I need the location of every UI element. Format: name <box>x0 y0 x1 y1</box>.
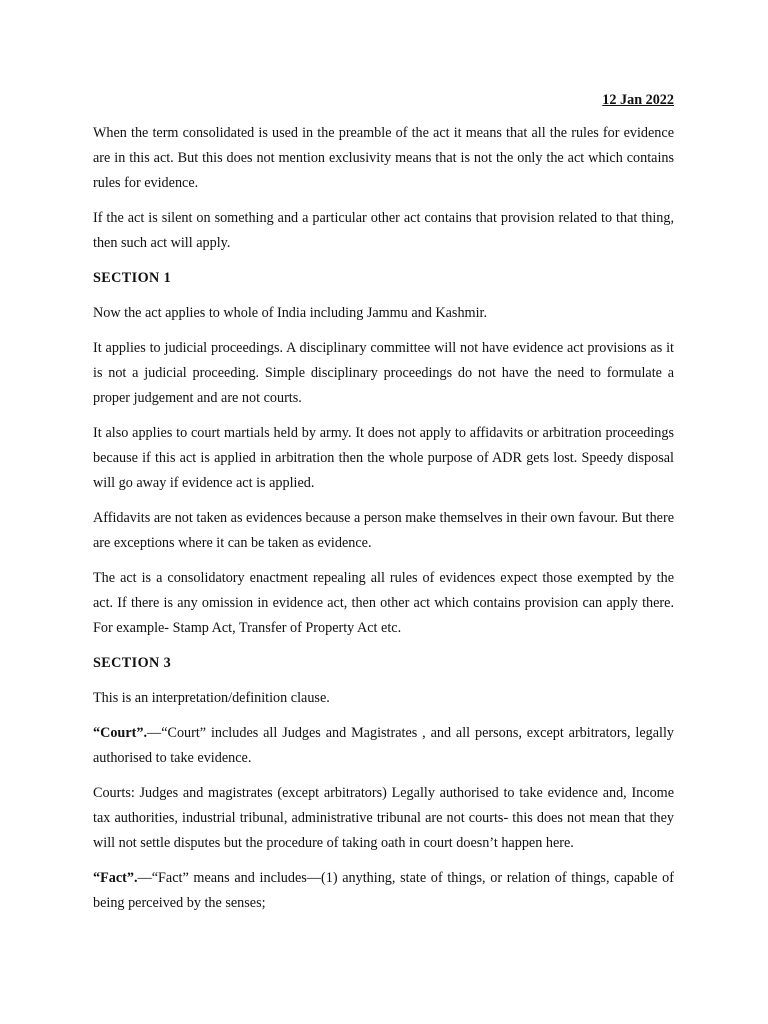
paragraph-interpretation-clause: This is an interpretation/definition clause. <box>93 690 330 706</box>
paragraph-court-martials: It also applies to court martials held by army. It does not apply to affidavits or arbitration proceedings because if this act is applied in arbitration then the whole purpose of ADR gets lost. Speedy disposal will go away if evidence act is applied. <box>93 425 674 491</box>
document-date: 12 Jan 2022 <box>602 92 674 108</box>
court-definition-text: —“Court” includes all Judges and Magistrates , and all persons, except arbitrators, legally authorised to take evidence. <box>93 725 674 766</box>
paragraph-consolidatory-enactment: The act is a consolidatory enactment repealing all rules of evidences expect those exempted by the act. If there is any omission in evidence act, then other act which contains provision can apply there. For example- Stamp Act, Transfer of Property Act etc. <box>93 570 674 636</box>
paragraph-consolidated: When the term consolidated is used in the preamble of the act it means that all the rules for evidence are in this act. But this does not mention exclusivity means that is not the only the act which contains rules for evidence. <box>93 125 674 191</box>
section-1-heading: SECTION 1 <box>93 270 172 286</box>
paragraph-court-definition <box>93 721 674 771</box>
section-3-heading: SECTION 3 <box>93 655 172 671</box>
paragraph-fact-definition <box>93 866 674 916</box>
paragraph-applies-india: Now the act applies to whole of India including Jammu and Kashmir. <box>93 305 488 321</box>
paragraph-affidavits: Affidavits are not taken as evidences because a person make themselves in their own favour. But there are exceptions where it can be taken as evidence. <box>93 510 674 551</box>
paragraph-judicial-proceedings: It applies to judicial proceedings. A disciplinary committee will not have evidence act provisions as it is not a judicial proceeding. Simple disciplinary proceedings do not have the need to formulate a proper judgement and are not courts. <box>93 340 674 406</box>
document-page <box>93 88 674 926</box>
fact-definition-text: —“Fact” means and includes—(1) anything, state of things, or relation of things, capable of being perceived by the senses; <box>93 870 674 911</box>
fact-term: “Fact”. <box>93 870 138 886</box>
paragraph-courts-explanation: Courts: Judges and magistrates (except arbitrators) Legally authorised to take evidence and, Income tax authorities, industrial tribunal, administrative tribunal are not courts- this does not mean that they will not settle disputes but the procedure of taking oath in court doesn’t happen here. <box>93 785 674 851</box>
paragraph-silent-act: If the act is silent on something and a particular other act contains that provision related to that thing, then such act will apply. <box>93 210 674 251</box>
court-term: “Court”. <box>93 725 147 741</box>
